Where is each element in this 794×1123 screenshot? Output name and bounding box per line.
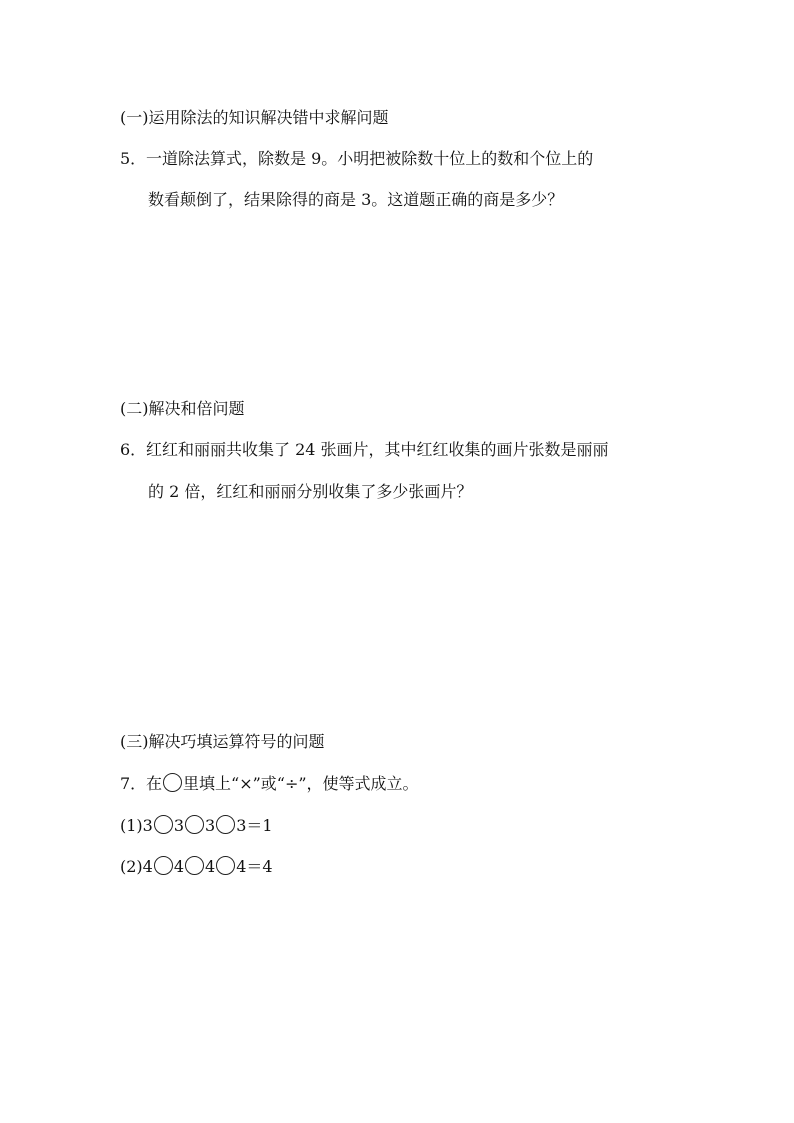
equation-1-operand-4: 3 xyxy=(236,816,247,835)
question-5-number: 5． xyxy=(120,149,147,168)
equation-2-label: (2) xyxy=(120,857,143,876)
operator-blank-2-2[interactable] xyxy=(185,856,204,875)
question-6-line-1 xyxy=(120,439,609,461)
operator-blank-1-2[interactable] xyxy=(185,815,204,834)
equation-2-operand-2: 4 xyxy=(173,857,185,876)
question-7-number: 7． xyxy=(120,774,147,793)
equation-1-operand-2: 3 xyxy=(173,816,185,835)
question-7-line-1 xyxy=(120,773,419,795)
question-6-text-1: 红红和丽丽共收集了 24 张画片，其中红红收集的画片张数是丽丽 xyxy=(146,440,609,459)
question-5-line-1 xyxy=(120,148,593,170)
equation-1-operand-3: 3 xyxy=(205,816,216,835)
equation-2-operand-3: 4 xyxy=(205,857,216,876)
operator-blank-2-1[interactable] xyxy=(154,856,173,875)
equation-2 xyxy=(120,856,273,878)
section-title-3: (三)解决巧填运算符号的问题 xyxy=(120,732,325,751)
question-6-number: 6． xyxy=(120,440,147,459)
equation-1 xyxy=(120,815,273,837)
question-5-text-2: 数看颠倒了，结果除得的商是 3。这道题正确的商是多少？ xyxy=(148,190,564,209)
question-7-prompt-after: 里填上“×”或“÷”，使等式成立。 xyxy=(183,774,419,793)
question-5-text-1: 一道除法算式，除数是 9。小明把被除数十位上的数和个位上的 xyxy=(146,149,594,168)
question-7-prompt-before: 在 xyxy=(146,774,163,793)
operator-blank-1-1[interactable] xyxy=(154,815,173,834)
operator-blank-1-3[interactable] xyxy=(216,815,235,834)
blank-circle-icon xyxy=(163,773,182,792)
equation-1-result: ＝1 xyxy=(246,816,273,835)
question-6-text-2: 的 2 倍，红红和丽丽分别收集了多少张画片？ xyxy=(148,482,473,501)
section-title-1: (一)运用除法的知识解决错中求解问题 xyxy=(120,108,389,127)
equation-1-label: (1) xyxy=(120,816,143,835)
operator-blank-2-3[interactable] xyxy=(216,856,235,875)
equation-2-operand-1: 4 xyxy=(142,857,153,876)
equation-1-operand-1: 3 xyxy=(142,816,153,835)
equation-2-result: ＝4 xyxy=(246,857,273,876)
equation-2-operand-4: 4 xyxy=(236,857,247,876)
section-title-2: (二)解决和倍问题 xyxy=(120,399,245,418)
